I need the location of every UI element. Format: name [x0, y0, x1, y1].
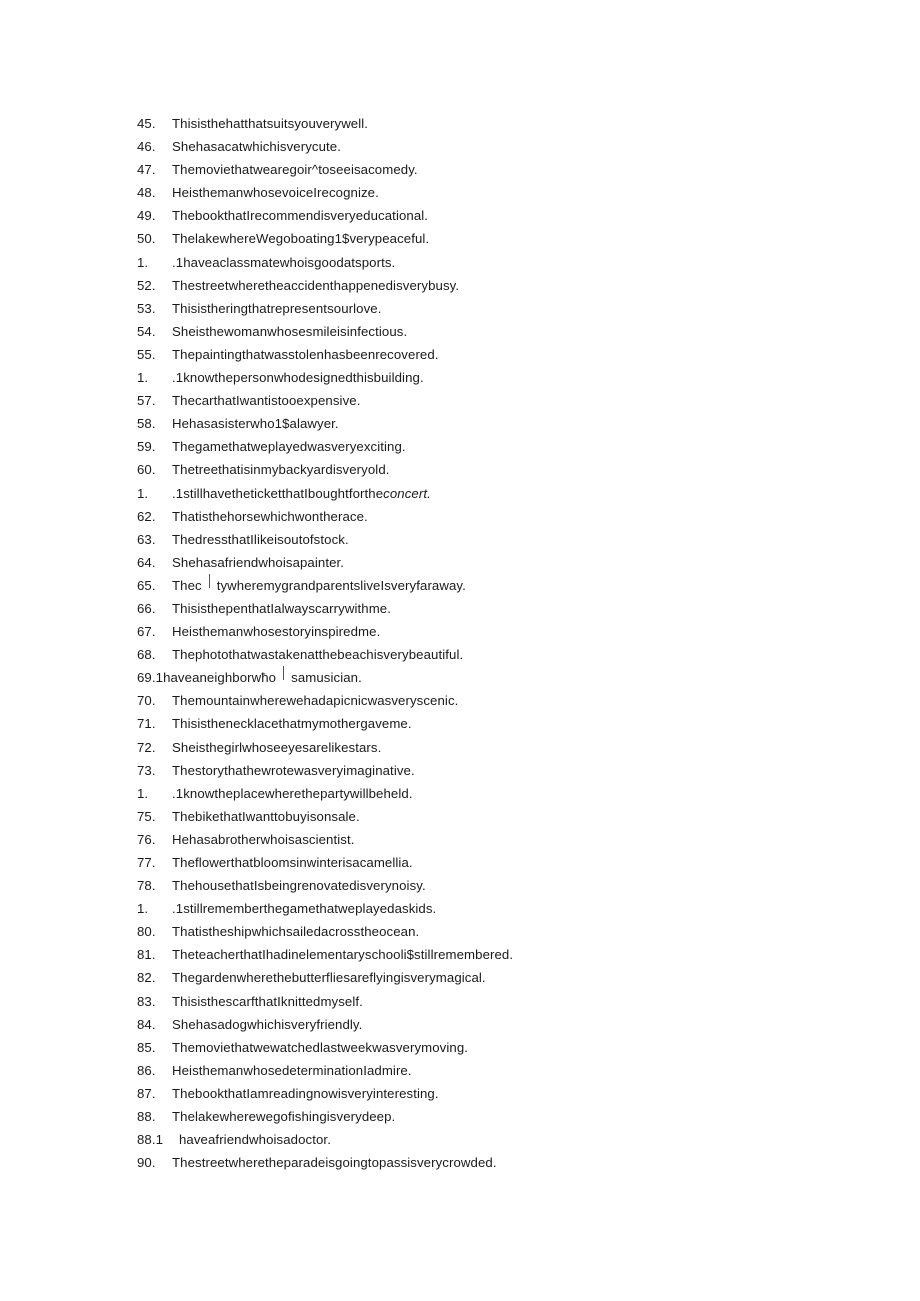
- item-text: Thegardenwherethebutterfliesareflyingisverymagical.: [172, 970, 486, 986]
- item-text: Thec: [172, 577, 202, 593]
- item-number: 81.: [137, 947, 156, 963]
- list-item: [137, 274, 837, 297]
- item-text-continued: tywheremygrandparentsliveIsveryfaraway.: [216, 577, 466, 593]
- scan-mark: [283, 666, 284, 680]
- item-text: Thestorythathewrotewasveryimaginative.: [172, 762, 415, 778]
- item-text: haveafriendwhoisadoctor.: [179, 1132, 331, 1148]
- item-number: 72.: [137, 739, 156, 755]
- item-number: 64.: [137, 554, 156, 570]
- item-number: 82.: [137, 970, 156, 986]
- item-number: 77.: [137, 855, 156, 870]
- item-number: 46.: [137, 139, 156, 155]
- item-text: Thelakewherewegofishingisverydeep.: [172, 1109, 396, 1125]
- list-item: [137, 943, 837, 966]
- item-text: .1stillhavetheticketthatIboughtforthe: [172, 485, 384, 501]
- list-item: [137, 412, 837, 435]
- item-text: Sheisthegirlwhoseeyesarelikestars.: [172, 739, 382, 755]
- item-number: 78.: [137, 878, 156, 894]
- item-text: ThecarthatIwantistooexpensive.: [172, 393, 361, 409]
- item-text: Shehasacatwhichisverycute.: [172, 139, 341, 155]
- item-number: 84.: [137, 1016, 156, 1032]
- list-item: [137, 620, 837, 643]
- list-item: [137, 458, 837, 481]
- item-text: Thepaintingthatwasstolenhasbeenrecovered.: [172, 346, 439, 362]
- item-number: 70.: [137, 693, 156, 709]
- item-text: Shehasadogwhichisveryfriendly.: [172, 1016, 363, 1032]
- item-number: 85.: [137, 1039, 156, 1055]
- item-number: 83.: [137, 993, 156, 1009]
- item-text: Thisisthenecklacethatmymothergaveme.: [172, 716, 412, 732]
- item-text: ThelakewhereWegoboating1$verypeaceful.: [172, 231, 430, 247]
- item-text: Themoviethatwewatchedlastweekwasverymoving.: [172, 1039, 469, 1055]
- item-number: 1.: [137, 485, 149, 501]
- item-text: Thatisthehorsewhichwontherace.: [172, 508, 368, 524]
- list-item: [137, 897, 837, 920]
- item-number: 54.: [137, 323, 156, 339]
- list-item: [137, 1105, 837, 1128]
- item-number: 47.: [137, 162, 156, 178]
- item-text: ThisisthepenthatIalwayscarrywithme.: [172, 600, 391, 616]
- list-item: [137, 712, 837, 735]
- list-item: [137, 1082, 837, 1105]
- item-text: Thisisthehatthatsuitsyouverywell.: [172, 116, 369, 131]
- item-text-continued: samusician.: [291, 670, 362, 686]
- item-text: ThebookthatIrecommendisveryeducational.: [172, 208, 429, 224]
- item-text: .1stillrememberthegamethatweplayedaskids.: [172, 901, 437, 917]
- item-number: 62.: [137, 508, 156, 524]
- item-number: 45.: [137, 116, 156, 131]
- list-item: [137, 782, 837, 805]
- item-text: Thephotothatwastakenatthebeachisverybeautiful.: [172, 647, 464, 663]
- item-text: ThebookthatIamreadingnowisveryinteresting.: [172, 1085, 439, 1101]
- item-number: 49.: [137, 208, 156, 224]
- item-number: 88.1: [137, 1132, 164, 1148]
- item-number: 66.: [137, 600, 156, 616]
- item-text: .1knowtheplacewherethepartywillbeheld.: [172, 785, 413, 801]
- list-item: [137, 736, 837, 759]
- list-item: [137, 251, 837, 274]
- list-item: [137, 920, 837, 943]
- item-text: Themountainwherewehadapicnicwasveryscenic.: [172, 693, 459, 709]
- list-item: [137, 574, 837, 597]
- list-item: [137, 551, 837, 574]
- item-number: 76.: [137, 831, 156, 847]
- list-item: [137, 482, 837, 505]
- item-number: 69.1haveaneighborwħo: [137, 670, 277, 686]
- item-number: 86.: [137, 1062, 156, 1078]
- list-item: [137, 1059, 837, 1082]
- item-number: 65.: [137, 577, 156, 593]
- item-text: .1knowthepersonwhodesignedthisbuilding.: [172, 370, 424, 386]
- item-text: .1haveaclassmatewhoisgoodatsports.: [172, 254, 396, 270]
- item-number: 88.: [137, 1109, 156, 1125]
- list-item: [137, 181, 837, 204]
- item-text-italic: concert.: [383, 485, 431, 501]
- list-item: [137, 158, 837, 181]
- item-number: 87.: [137, 1085, 156, 1101]
- item-number: 1.: [137, 370, 149, 386]
- list-item: [137, 805, 837, 828]
- list-item: [137, 389, 837, 412]
- list-item: [137, 297, 837, 320]
- list-item: [137, 1128, 837, 1151]
- item-text: Thestreetwheretheaccidenthappenedisverybusy.: [172, 277, 460, 293]
- list-item: [137, 597, 837, 620]
- item-number: 48.: [137, 185, 156, 201]
- item-number: 63.: [137, 531, 156, 547]
- item-text: Thestreetwheretheparadeisgoingtopassisverycrowded.: [172, 1155, 497, 1171]
- item-number: 58.: [137, 416, 156, 432]
- list-item: [137, 828, 837, 851]
- list-item: [137, 343, 837, 366]
- item-text: Hehasasisterwho1$alawyer.: [172, 416, 339, 432]
- item-number: 53.: [137, 300, 156, 316]
- item-number: 71.: [137, 716, 156, 732]
- item-text: HeisthemanwhosevoiceIrecognize.: [172, 185, 379, 201]
- list-item: [137, 320, 837, 343]
- item-text: Thatistheshipwhichsailedacrosstheocean.: [172, 924, 420, 940]
- list-item: [137, 1013, 837, 1036]
- item-number: 1.: [137, 901, 149, 917]
- item-text: Sheisthewomanwhosesmileisinfectious.: [172, 323, 408, 339]
- sentence-list: [137, 112, 837, 1174]
- list-item: [137, 435, 837, 458]
- item-number: 68.: [137, 647, 156, 663]
- list-item: [137, 204, 837, 227]
- item-number: 1.: [137, 254, 149, 270]
- list-item: [137, 1151, 837, 1174]
- item-number: 52.: [137, 277, 156, 293]
- item-number: 1.: [137, 785, 149, 801]
- list-item: [137, 528, 837, 551]
- list-item: [137, 666, 837, 689]
- list-item: [137, 1036, 837, 1059]
- item-text: Hehasabrotherwhoisascientist.: [172, 831, 355, 847]
- item-text: HeisthemanwhosedeterminationIadmire.: [172, 1062, 412, 1078]
- list-item: [137, 643, 837, 666]
- list-item: [137, 505, 837, 528]
- item-number: 75.: [137, 808, 156, 824]
- item-text: ThehousethatIsbeingrenovatedisverynoisy.: [172, 878, 426, 894]
- item-text: Thegamethatweplayedwasveryexciting.: [172, 439, 406, 455]
- item-text: Themoviethatwearegoir^toseeisacomedy.: [172, 162, 418, 178]
- item-number: 80.: [137, 924, 156, 940]
- list-item: [137, 135, 837, 158]
- item-number: 59.: [137, 439, 156, 455]
- list-item: [137, 966, 837, 989]
- list-item: [137, 851, 837, 874]
- item-text: Shehasafriendwhoisapainter.: [172, 554, 345, 570]
- scan-mark: [209, 574, 210, 588]
- item-text: Thetreethatisinmybackyardisveryold.: [172, 462, 390, 478]
- item-number: 60.: [137, 462, 156, 478]
- item-text: Heisthemanwhosestoryinspiredme.: [172, 624, 381, 640]
- item-text: Thisistheringthatrepresentsourlove.: [172, 300, 382, 316]
- item-number: 73.: [137, 762, 156, 778]
- item-number: 57.: [137, 393, 156, 409]
- item-number: 67.: [137, 624, 156, 640]
- list-item: [137, 759, 837, 782]
- item-number: 90.: [137, 1155, 156, 1171]
- list-item: [137, 227, 837, 250]
- list-item: [137, 874, 837, 897]
- list-item: [137, 366, 837, 389]
- item-number: 50.: [137, 231, 156, 247]
- item-text: Theflowerthatbloomsinwinterisacamellia.: [172, 855, 413, 870]
- item-text: ThedressthatIlikeisoutofstock.: [172, 531, 349, 547]
- list-item: [137, 990, 837, 1013]
- item-text: TheteacherthatIhadinelementaryschooli$stillremembered.: [172, 947, 514, 963]
- item-text: ThebikethatIwanttobuyisonsale.: [172, 808, 360, 824]
- list-item: [137, 689, 837, 712]
- item-number: 55.: [137, 346, 156, 362]
- list-item: [137, 112, 837, 135]
- item-text: ThisisthescarfthatIknittedmyself.: [172, 993, 363, 1009]
